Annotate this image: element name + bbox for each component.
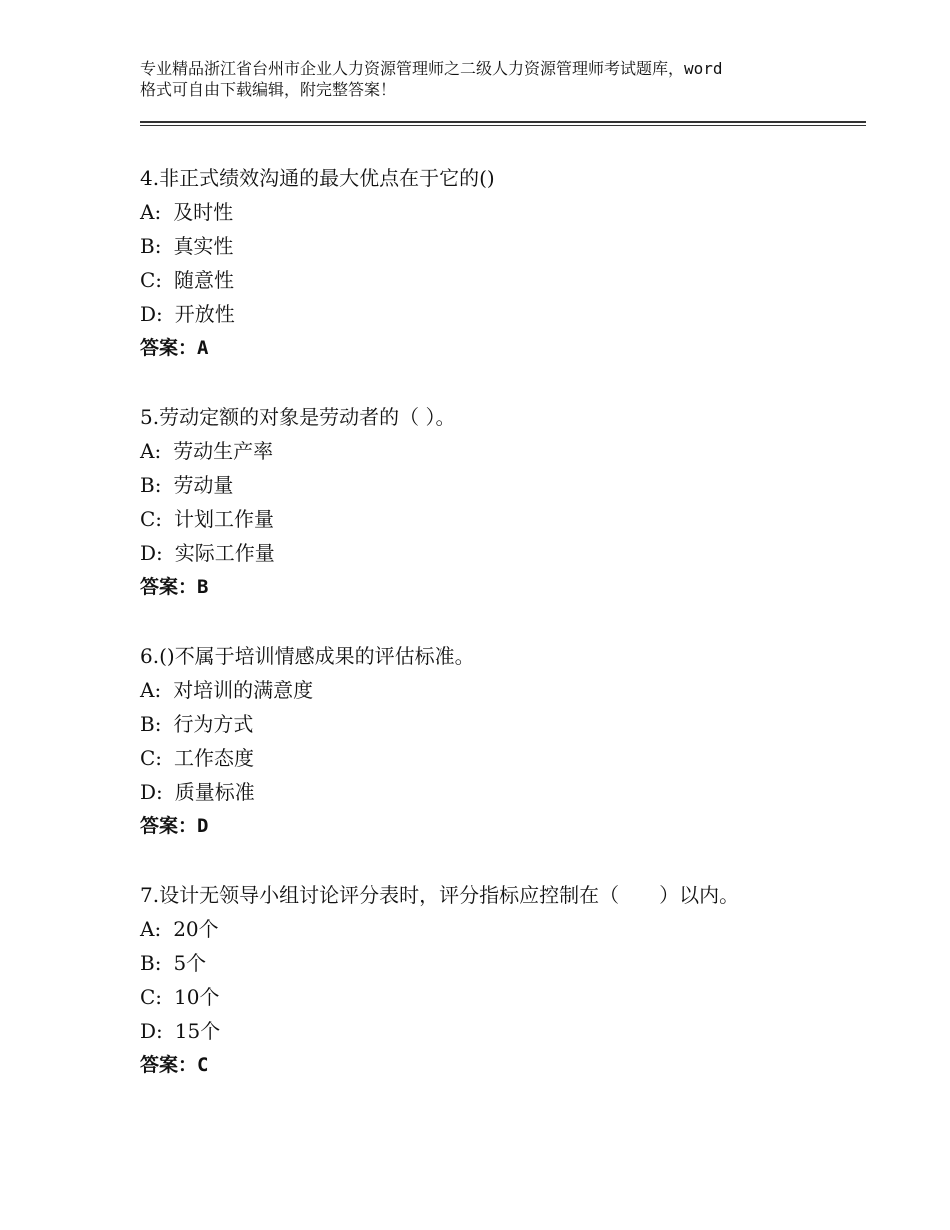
option-letter: C: — [140, 985, 163, 1009]
option-text: 对培训的满意度 — [173, 678, 314, 702]
option-text: 开放性 — [174, 302, 235, 326]
option-letter: C: — [140, 507, 163, 531]
question-block-7 — [140, 878, 880, 1082]
option-letter: C: — [140, 268, 163, 292]
question-stem: 5.劳动定额的对象是劳动者的（ ）。 — [140, 405, 456, 429]
option-text: 20个 — [173, 917, 219, 941]
option-letter: B: — [140, 234, 162, 258]
option-letter: D: — [140, 1019, 163, 1043]
option-letter: D: — [140, 302, 163, 326]
answer-label: 答案：C — [140, 1054, 209, 1076]
option-b — [140, 468, 880, 502]
option-d — [140, 1014, 880, 1048]
option-letter: B: — [140, 951, 162, 975]
question-stem: 6.()不属于培训情感成果的评估标准。 — [140, 644, 475, 668]
option-letter: B: — [140, 712, 162, 736]
option-d — [140, 297, 880, 331]
option-text: 实际工作量 — [174, 541, 275, 565]
option-letter: C: — [140, 746, 163, 770]
option-a — [140, 434, 880, 468]
option-text: 15个 — [174, 1019, 221, 1043]
option-d — [140, 775, 880, 809]
question-block-6 — [140, 639, 880, 843]
answer-label: 答案：D — [140, 815, 209, 837]
option-letter: A: — [140, 678, 162, 702]
question-stem: 4.非正式绩效沟通的最大优点在于它的() — [140, 166, 495, 190]
option-c — [140, 980, 880, 1014]
option-text: 计划工作量 — [174, 507, 275, 531]
header-divider-thin — [140, 125, 866, 126]
option-b — [140, 229, 880, 263]
option-b — [140, 707, 880, 741]
option-text: 10个 — [174, 985, 220, 1009]
option-text: 行为方式 — [173, 712, 254, 736]
option-text: 真实性 — [173, 234, 234, 258]
option-c — [140, 502, 880, 536]
option-letter: A: — [140, 917, 162, 941]
option-letter: B: — [140, 473, 162, 497]
option-a — [140, 195, 880, 229]
option-d — [140, 536, 880, 570]
question-block-4 — [140, 161, 880, 365]
option-letter: D: — [140, 541, 163, 565]
option-c — [140, 741, 880, 775]
header-divider-thick — [140, 121, 866, 123]
option-text: 随意性 — [174, 268, 235, 292]
option-a — [140, 673, 880, 707]
option-text: 劳动量 — [173, 473, 234, 497]
option-letter: A: — [140, 200, 162, 224]
question-block-5 — [140, 400, 880, 604]
header-title-line-1: 专业精品浙江省台州市企业人力资源管理师之二级人力资源管理师考试题库，word — [140, 59, 723, 78]
answer-label: 答案：B — [140, 576, 209, 598]
option-a — [140, 912, 880, 946]
option-text: 5个 — [173, 951, 207, 975]
answer-label: 答案：A — [140, 337, 209, 359]
option-b — [140, 946, 880, 980]
option-letter: D: — [140, 780, 163, 804]
option-c — [140, 263, 880, 297]
option-letter: A: — [140, 439, 162, 463]
header-title-line-2: 格式可自由下载编辑，附完整答案！ — [140, 80, 397, 99]
option-text: 劳动生产率 — [173, 439, 274, 463]
option-text: 及时性 — [173, 200, 234, 224]
document-header — [140, 58, 840, 100]
option-text: 工作态度 — [174, 746, 255, 770]
question-stem: 7.设计无领导小组讨论评分表时，评分指标应控制在（ ）以内。 — [140, 883, 740, 907]
option-text: 质量标准 — [174, 780, 255, 804]
